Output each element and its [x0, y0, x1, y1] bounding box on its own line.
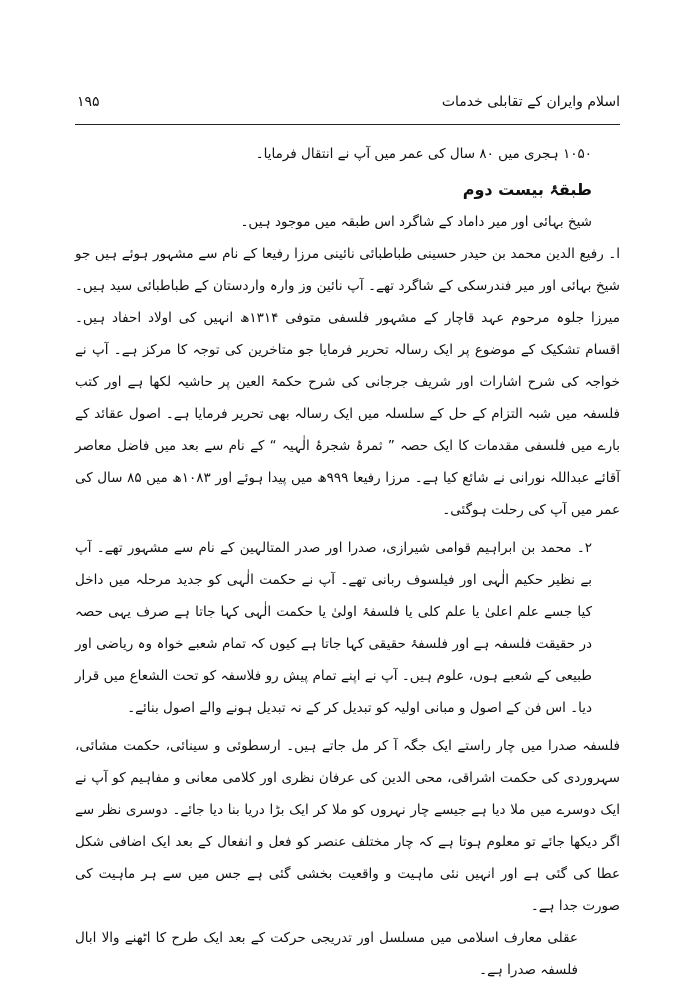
paragraph-conclusion: عقلی معارف اسلامی میں مسلسل اور تدریجی حرکت کے بعد ایک طرح کا اٹھنے والا ابال فلسفہ صدرا ہے۔ [75, 930, 578, 978]
page-header [75, 94, 620, 120]
paragraph-sadra-philosophy: فلسفہ صدرا میں چار راستے ایک جگہ آ کر مل جاتے ہیں۔ ارسطوئی و سینائی، حکمت مشائی، سہروردی کی حکمت اشراقی، محی الدین کی عرفان نظری اور کلامی معانی و مفاہیم کو آپ نے ایک دوسرے میں ملا دیا ہے جیسے چار نہروں کو ملا کر ایک بڑا دریا بنا دیا جائے۔ دوسری نظر سے اگر دیکھا جائے تو معلوم ہوتا ہے کہ چار مختلف عنصر کو فعل و انفعال کے بعد ایک اضافی شکل عطا کی گئی ہے اور انہیں نئی ماہیت و واقعیت بخشی گئی ہے جس میں سے ہر ماہیت کی صورت جدا ہے۔ [75, 738, 620, 914]
paragraph-sadra: ۲۔ محمد بن ابراہیم قوامی شیرازی، صدرا اور صدر المتالہین کے نام سے مشہور تھے۔ آپ بے نظیر حکیم الٰہی اور فیلسوف ربانی تھے۔ آپ نے حکمت الٰہی کو جدید مرحلہ میں داخل کیا جسے علم اعلیٰ یا علم کلی یا فلسفۂ اولیٰ یا حکمت الٰہی کہا جاتا ہے صرف یہی حصہ در حقیقت فلسفہ ہے اور فلسفۂ حقیقی کہا جاتا ہے کیوں کہ تمام شعبے خواہ وہ ریاضی اور طبیعی کے شعبے ہوں، علوم ہیں۔ آپ نے اپنے تمام پیش رو فلاسفہ کو تحت الشعاع میں قرار دیا۔ اس فن کے اصول و مبانی اولیہ کو تبدیل کر کے نہ تبدیل ہونے والے اصول بنائے۔ [75, 540, 592, 716]
running-title: اسلام وایران کے تقابلی خدمات [441, 94, 620, 110]
section-heading: طبقۂ بیست دوم [462, 180, 592, 199]
paragraph-rafia: ا۔ رفیع الدین محمد بن حیدر حسینی طباطبائی نائینی مرزا رفیعا کے نام سے مشہور ہوئے ہیں جو شیخ بہائی اور میر فندرسکی کے شاگرد تھے۔ آپ نائین وز وارہ واردستان کے طباطبائی سید ہیں۔ میرزا جلوہ مرحوم عہد قاچار کے مشہور فلسفی متوفی ۱۳۱۴ھ انہیں کی اولاد احفاد ہیں۔ اقسام تشکیک کے موضوع پر ایک رسالہ تحریر فرمایا جو متاخرین کی توجہ کا مرکز ہے۔ آپ نے خواجہ کی شرح اشارات اور شریف جرجانی کی شرح حکمۃ العین پر حاشیہ لکھا ہے اور کتب فلسفہ میں شبہ التزام کے حل کے سلسلہ میں ایک رسالہ بھی تحریر فرمایا ہے۔ اصول عقائد کے بارے میں فلسفی مقدمات کا ایک حصہ ” ثمرۂ شجرۂ الٰہیہ “ کے نام سے بعد میں فاضل معاصر آقائے عبداللہ نورانی نے شائع کیا ہے۔ مرزا رفیعا ۹۹۹ھ میں پیدا ہوئے اور ۱۰۸۳ھ میں ۸۵ سال کی عمر میں آپ کی رحلت ہوگئی۔ [75, 246, 621, 518]
header-divider [75, 124, 620, 125]
main-text [75, 138, 620, 986]
death-note-paragraph: ۱۰۵۰ ہجری میں ۸۰ سال کی عمر میں آپ نے انتقال فرمایا۔ [255, 146, 592, 162]
page-number: ۱۹۵ [77, 94, 100, 110]
section-intro: شیخ بہائی اور میر داماد کے شاگرد اس طبقہ میں موجود ہیں۔ [240, 214, 592, 230]
